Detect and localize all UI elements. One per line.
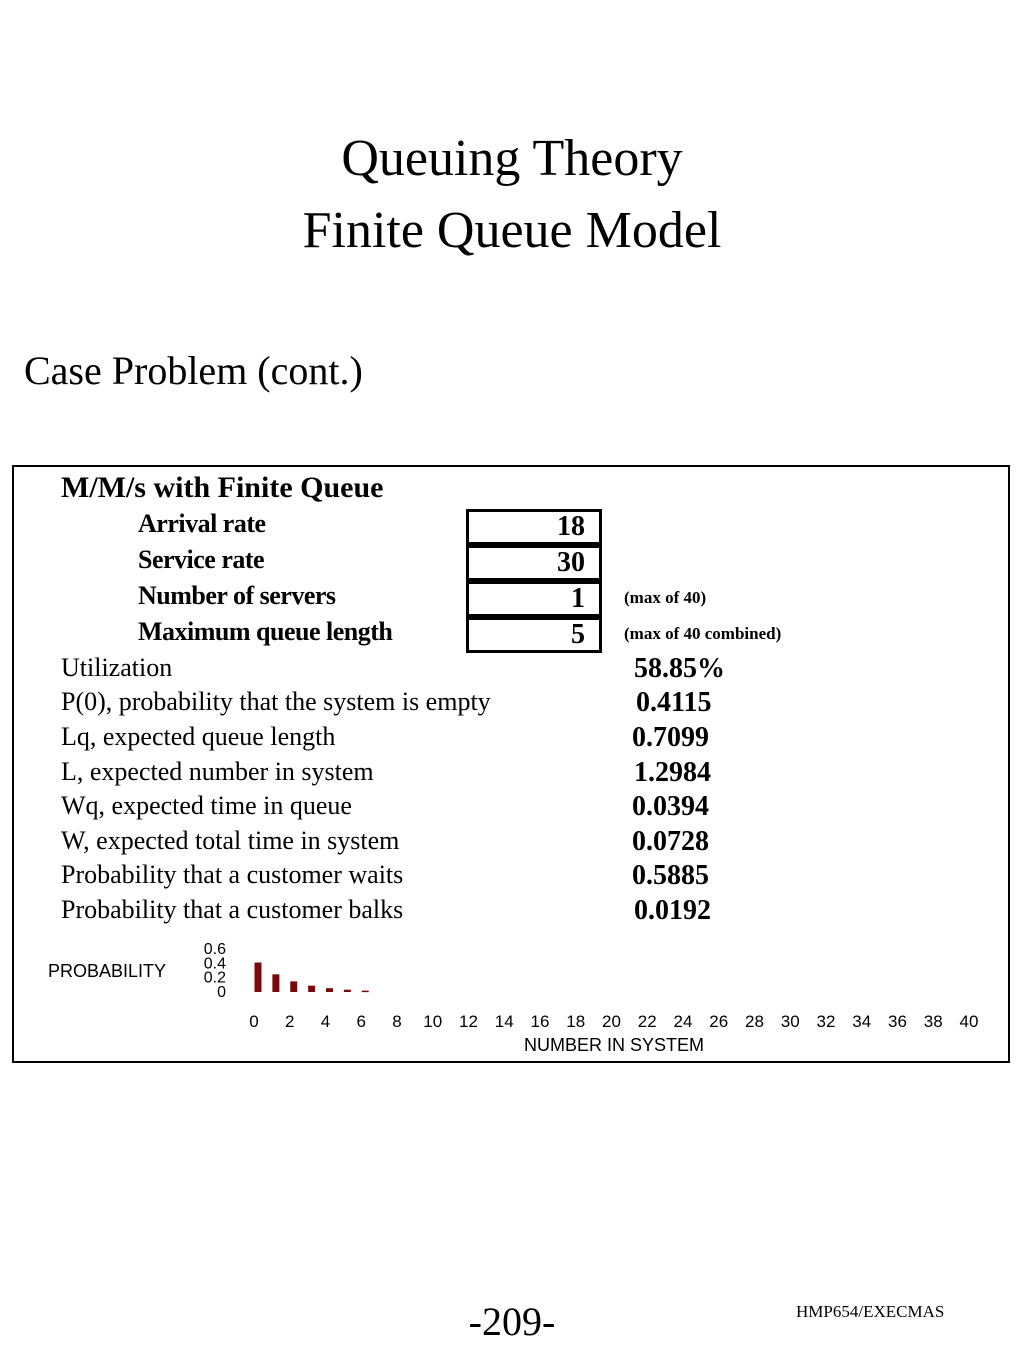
wq-value: 0.0394 [632,791,709,822]
l-label: L, expected number in system [61,757,374,786]
chart-y-axis-label: PROBABILITY [48,961,167,981]
chart-y-tick-label: 0 [217,984,226,1001]
page-title-line2: Finite Queue Model [302,202,722,259]
chart-x-tick-label: 6 [356,1012,366,1031]
wq-label: Wq, expected time in queue [61,791,352,820]
balk-probability-label: Probability that a customer balks [61,895,404,924]
chart-bar [308,986,315,992]
utilization-value: 58.85% [634,653,725,684]
chart-x-tick-label: 36 [888,1012,907,1031]
utilization-label: Utilization [61,653,173,682]
model-panel [12,465,1010,1063]
chart-x-tick-label: 30 [780,1012,800,1031]
p0-value: 0.4115 [636,687,712,718]
probability-chart [14,937,1008,1037]
chart-y-tick-label: 0.6 [203,941,226,958]
servers-input[interactable]: 1 [466,581,602,617]
service-rate-input[interactable]: 30 [466,545,602,581]
chart-x-tick-label: 20 [602,1012,621,1031]
queue-length-note: (max of 40 combined) [624,624,782,643]
chart-bar [344,990,351,992]
chart-bar [326,988,333,992]
lq-value: 0.7099 [632,722,709,753]
chart-x-tick-label: 24 [673,1012,693,1031]
wait-probability-value: 0.5885 [632,860,709,891]
page-subtitle: Case Problem (cont.) [24,348,363,393]
chart-x-tick-label: 34 [852,1012,872,1031]
chart-y-tick-label: 0.4 [203,955,226,973]
l-value: 1.2984 [634,757,711,788]
chart-x-tick-label: 14 [494,1012,514,1031]
chart-x-tick-label: 4 [320,1012,331,1031]
chart-x-tick-label: 32 [816,1012,836,1031]
w-label: W, expected total time in system [61,826,400,855]
chart-x-tick-label: 40 [959,1012,979,1031]
servers-label: Number of servers [138,581,336,610]
service-rate-label: Service rate [138,545,265,574]
course-code: HMP654/EXECMAS [796,1302,945,1321]
chart-x-tick-label: 16 [530,1012,550,1031]
queue-length-input[interactable]: 5 [466,617,602,653]
chart-x-tick-label: 10 [423,1012,443,1031]
chart-bar [272,974,279,992]
chart-x-tick-label: 8 [392,1012,402,1031]
w-value: 0.0728 [632,826,709,857]
chart-x-tick-label: 18 [566,1012,586,1031]
page-title-line1: Queuing Theory [341,130,683,187]
arrival-rate-label: Arrival rate [138,509,266,538]
chart-y-tick-label: 0.2 [203,969,226,987]
chart-bar [255,963,262,992]
model-title: M/M/s with Finite Queue [61,471,384,504]
lq-label: Lq, expected queue length [61,722,336,751]
balk-probability-value: 0.0192 [634,895,711,926]
page-number: -209- [468,1299,556,1344]
queue-length-label: Maximum queue length [138,617,393,646]
chart-bar [290,981,297,992]
chart-x-tick-label: 2 [285,1012,295,1031]
chart-x-tick-label: 26 [709,1012,729,1031]
chart-x-tick-label: 38 [923,1012,943,1031]
chart-x-tick-label: 12 [459,1012,478,1031]
chart-x-tick-label: 0 [249,1012,259,1031]
servers-note: (max of 40) [624,588,707,607]
chart-bar [362,991,369,993]
chart-x-tick-label: 28 [745,1012,764,1031]
p0-label: P(0), probability that the system is empty [61,687,491,716]
wait-probability-label: Probability that a customer waits [61,860,404,889]
arrival-rate-input[interactable]: 18 [466,509,602,545]
chart-x-axis-label: NUMBER IN SYSTEM [523,1035,705,1055]
chart-x-tick-label: 22 [637,1012,657,1031]
